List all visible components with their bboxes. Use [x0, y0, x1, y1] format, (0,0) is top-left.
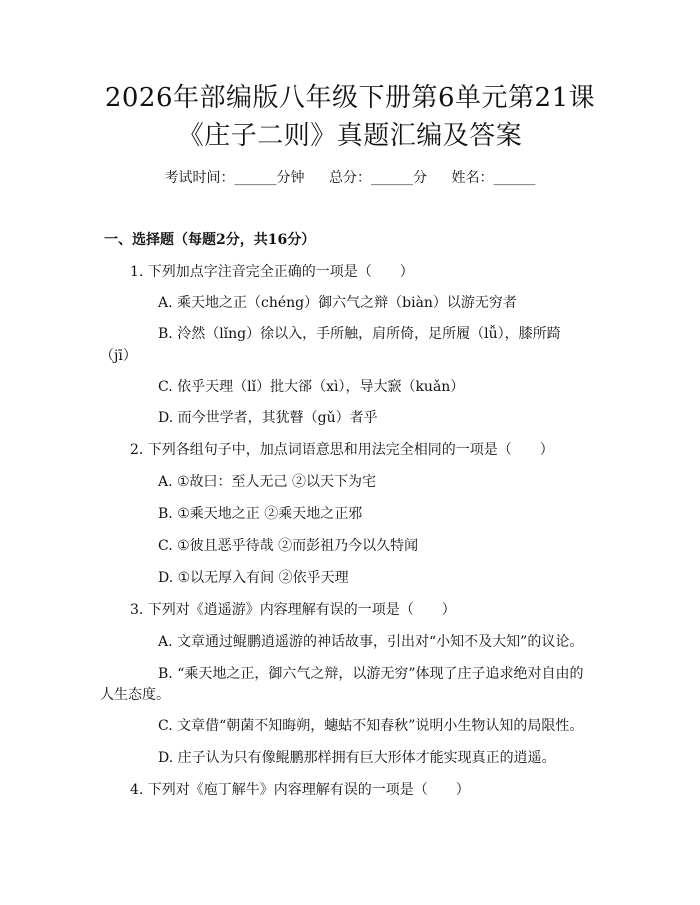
document-title-line2: 《庄子二则》真题汇编及答案	[177, 121, 523, 151]
question-2-option-c: C. ①彼且恶乎待哉 ②而彭祖乃今以久特闻	[158, 538, 419, 554]
question-3-option-d: D. 庄子认为只有像鲲鹏那样拥有巨大形体才能实现真正的逍遥。	[158, 750, 556, 766]
question-2-option-d: D. ①以无厚入有间 ②依乎天理	[158, 570, 349, 586]
document-title-line1: 2026年部编版八年级下册第6单元第21课	[104, 83, 596, 113]
question-1-option-d: D. 而今世学者，其犹瞽（gǔ）者乎	[158, 410, 378, 426]
question-1-option-a: A. 乘天地之正（chéng）御六气之辩（biàn）以游无穷者	[158, 295, 517, 311]
question-1-stem: 1. 下列加点字注音完全正确的一项是（ ）	[130, 264, 414, 280]
question-3-option-a: A. 文章通过鲲鹏逍遥游的神话故事，引出对“小知不及大知”的议论。	[158, 634, 584, 650]
question-1-option-b: B. 泠然（lǐng）徐以入，手所触，肩所倚，足所履（lǚ），膝所踦	[158, 326, 561, 342]
question-3-stem: 3. 下列对《逍遥游》内容理解有误的一项是（ ）	[130, 602, 456, 618]
question-2-stem: 2. 下列各组句子中，加点词语意思和用法完全相同的一项是（ ）	[130, 442, 554, 458]
question-3-option-c: C. 文章借“朝菌不知晦朔，蟪蛄不知春秋”说明小生物认知的局限性。	[158, 718, 584, 734]
question-2-option-a: A. ①故曰：至人无己 ②以天下为宅	[158, 474, 377, 490]
exam-info	[0, 168, 700, 188]
student-name-field: 姓名：______	[451, 170, 536, 186]
question-3-option-b-continued: 人生态度。	[100, 687, 170, 703]
total-score-field: 总分：______分	[329, 170, 427, 186]
section-heading-choice: 一、选择题（每题2分，共16分）	[104, 232, 316, 248]
question-4-stem: 4. 下列对《庖丁解牛》内容理解有误的一项是（ ）	[130, 782, 470, 798]
question-1-option-b-continued: （jī）	[100, 348, 137, 364]
question-1-option-c: C. 依乎天理（lǐ）批大郤（xì），导大窾（kuǎn）	[158, 379, 465, 395]
question-2-option-b: B. ①乘天地之正 ②乘天地之正邪	[158, 506, 363, 522]
question-3-option-b: B. “乘天地之正，御六气之辩，以游无穷”体现了庄子追求绝对自由的	[158, 666, 584, 682]
exam-time-field: 考试时间：______分钟	[164, 170, 305, 186]
